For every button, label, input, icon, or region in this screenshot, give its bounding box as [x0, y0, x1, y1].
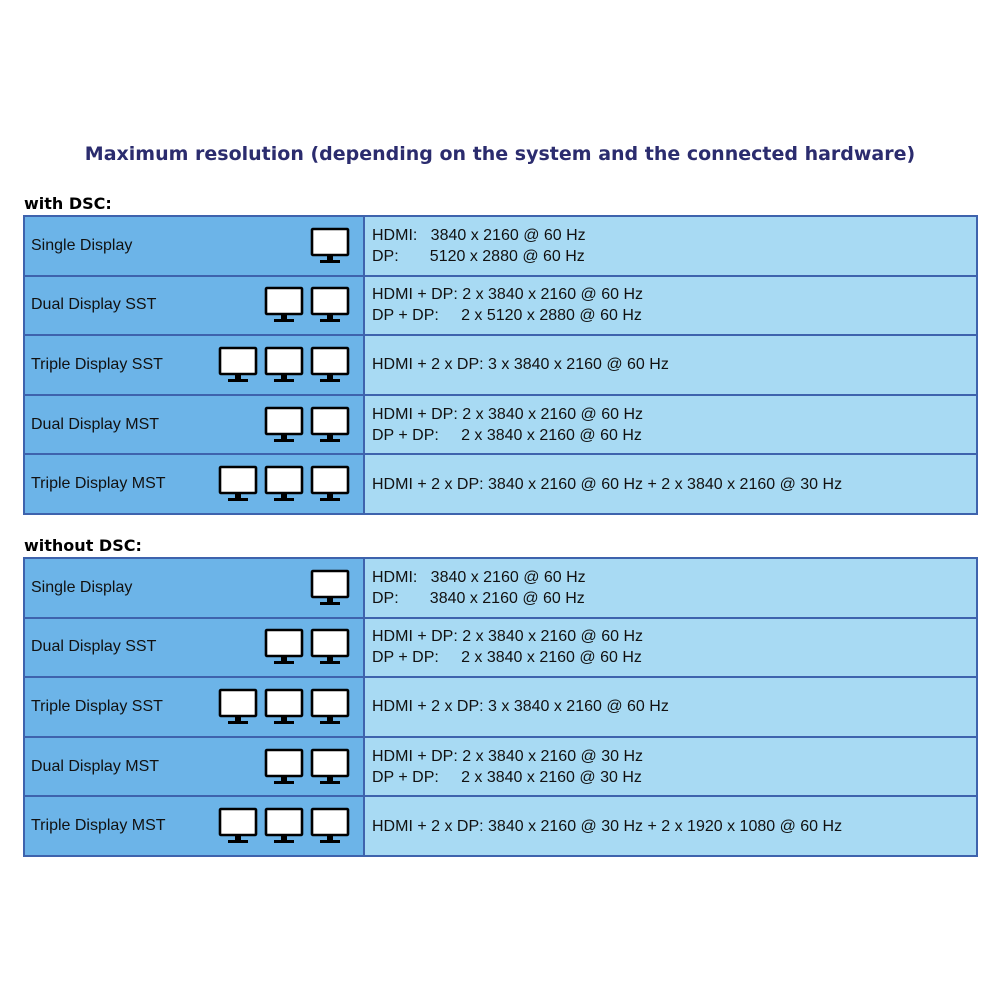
config-name: Dual Display MST — [31, 757, 160, 775]
table-row — [25, 678, 976, 738]
resolution-line: HDMI + DP: 2 x 3840 x 2160 @ 60 Hz — [372, 628, 644, 646]
table-row — [25, 559, 976, 619]
resolution-line: HDMI + 2 x DP: 3 x 3840 x 2160 @ 60 Hz — [372, 698, 669, 716]
monitor-icon — [310, 226, 350, 266]
config-cell — [25, 277, 365, 335]
config-cell — [25, 455, 365, 513]
config-cell — [25, 797, 365, 855]
monitor-icon — [310, 345, 350, 385]
config-name: Triple Display MST — [31, 475, 166, 493]
monitor-icon — [310, 405, 350, 445]
config-name: Single Display — [31, 578, 133, 596]
monitor-group — [218, 345, 350, 385]
monitor-group — [218, 464, 350, 504]
monitor-group — [218, 687, 350, 727]
config-name: Single Display — [31, 236, 133, 254]
monitor-icon — [310, 285, 350, 325]
monitor-icon — [264, 345, 304, 385]
resolution-cell — [365, 619, 976, 677]
resolution-cell — [365, 559, 976, 617]
table-row — [25, 336, 976, 396]
config-cell — [25, 678, 365, 736]
table-row — [25, 797, 976, 857]
resolution-line: DP: 3840 x 2160 @ 60 Hz — [372, 589, 585, 607]
table-row — [25, 738, 976, 798]
monitor-group — [264, 405, 350, 445]
section-label-with-dsc: with DSC: — [24, 194, 112, 213]
monitor-icon — [310, 464, 350, 504]
resolution-line: HDMI: 3840 x 2160 @ 60 Hz — [372, 568, 586, 586]
table-row — [25, 277, 976, 337]
config-cell — [25, 619, 365, 677]
monitor-group — [218, 806, 350, 846]
config-cell — [25, 396, 365, 454]
monitor-icon — [264, 285, 304, 325]
monitor-icon — [264, 687, 304, 727]
monitor-group — [264, 747, 350, 787]
config-name: Triple Display SST — [31, 355, 163, 373]
table-without-dsc — [23, 557, 978, 857]
config-name: Triple Display SST — [31, 697, 163, 715]
monitor-icon — [310, 687, 350, 727]
config-name: Dual Display SST — [31, 296, 157, 314]
monitor-icon — [218, 687, 258, 727]
monitor-icon — [264, 747, 304, 787]
section-label-without-dsc: without DSC: — [24, 536, 142, 555]
resolution-cell — [365, 738, 976, 796]
monitor-icon — [218, 806, 258, 846]
monitor-icon — [218, 464, 258, 504]
monitor-group — [264, 285, 350, 325]
config-cell — [25, 217, 365, 275]
table-with-dsc — [23, 215, 978, 515]
monitor-icon — [310, 747, 350, 787]
resolution-line: DP + DP: 2 x 3840 x 2160 @ 60 Hz — [372, 649, 642, 667]
resolution-cell — [365, 396, 976, 454]
resolution-line: HDMI + 2 x DP: 3840 x 2160 @ 60 Hz + 2 x 3840 x 2160 @ 30 Hz — [372, 475, 843, 493]
config-name: Triple Display MST — [31, 817, 166, 835]
resolution-line: HDMI + DP: 2 x 3840 x 2160 @ 60 Hz — [372, 405, 644, 423]
resolution-line: HDMI + 2 x DP: 3840 x 2160 @ 30 Hz + 2 x 1920 x 1080 @ 60 Hz — [372, 817, 843, 835]
resolution-cell — [365, 336, 976, 394]
resolution-line: DP + DP: 2 x 3840 x 2160 @ 60 Hz — [372, 426, 642, 444]
monitor-icon — [264, 627, 304, 667]
resolution-cell — [365, 797, 976, 855]
table-row — [25, 455, 976, 515]
resolution-cell — [365, 678, 976, 736]
monitor-icon — [310, 627, 350, 667]
monitor-group — [264, 627, 350, 667]
resolution-line: HDMI + DP: 2 x 3840 x 2160 @ 60 Hz — [372, 286, 644, 304]
table-row — [25, 217, 976, 277]
resolution-cell — [365, 217, 976, 275]
monitor-group — [310, 226, 350, 266]
monitor-icon — [264, 806, 304, 846]
resolution-line: HDMI + DP: 2 x 3840 x 2160 @ 30 Hz — [372, 747, 644, 765]
resolution-cell — [365, 455, 976, 513]
monitor-icon — [310, 568, 350, 608]
resolution-line: HDMI: 3840 x 2160 @ 60 Hz — [372, 226, 586, 244]
monitor-icon — [264, 464, 304, 504]
monitor-icon — [310, 806, 350, 846]
config-name: Dual Display SST — [31, 638, 157, 656]
config-cell — [25, 738, 365, 796]
resolution-line: HDMI + 2 x DP: 3 x 3840 x 2160 @ 60 Hz — [372, 356, 669, 374]
config-cell — [25, 336, 365, 394]
resolution-line: DP + DP: 2 x 3840 x 2160 @ 30 Hz — [372, 768, 642, 786]
monitor-group — [310, 568, 350, 608]
monitor-icon — [218, 345, 258, 385]
resolution-line: DP + DP: 2 x 5120 x 2880 @ 60 Hz — [372, 307, 642, 325]
table-row — [25, 396, 976, 456]
resolution-cell — [365, 277, 976, 335]
config-cell — [25, 559, 365, 617]
resolution-line: DP: 5120 x 2880 @ 60 Hz — [372, 247, 585, 265]
monitor-icon — [264, 405, 304, 445]
page-title: Maximum resolution (depending on the system and the connected hardware) — [84, 143, 916, 165]
table-row — [25, 619, 976, 679]
config-name: Dual Display MST — [31, 415, 160, 433]
